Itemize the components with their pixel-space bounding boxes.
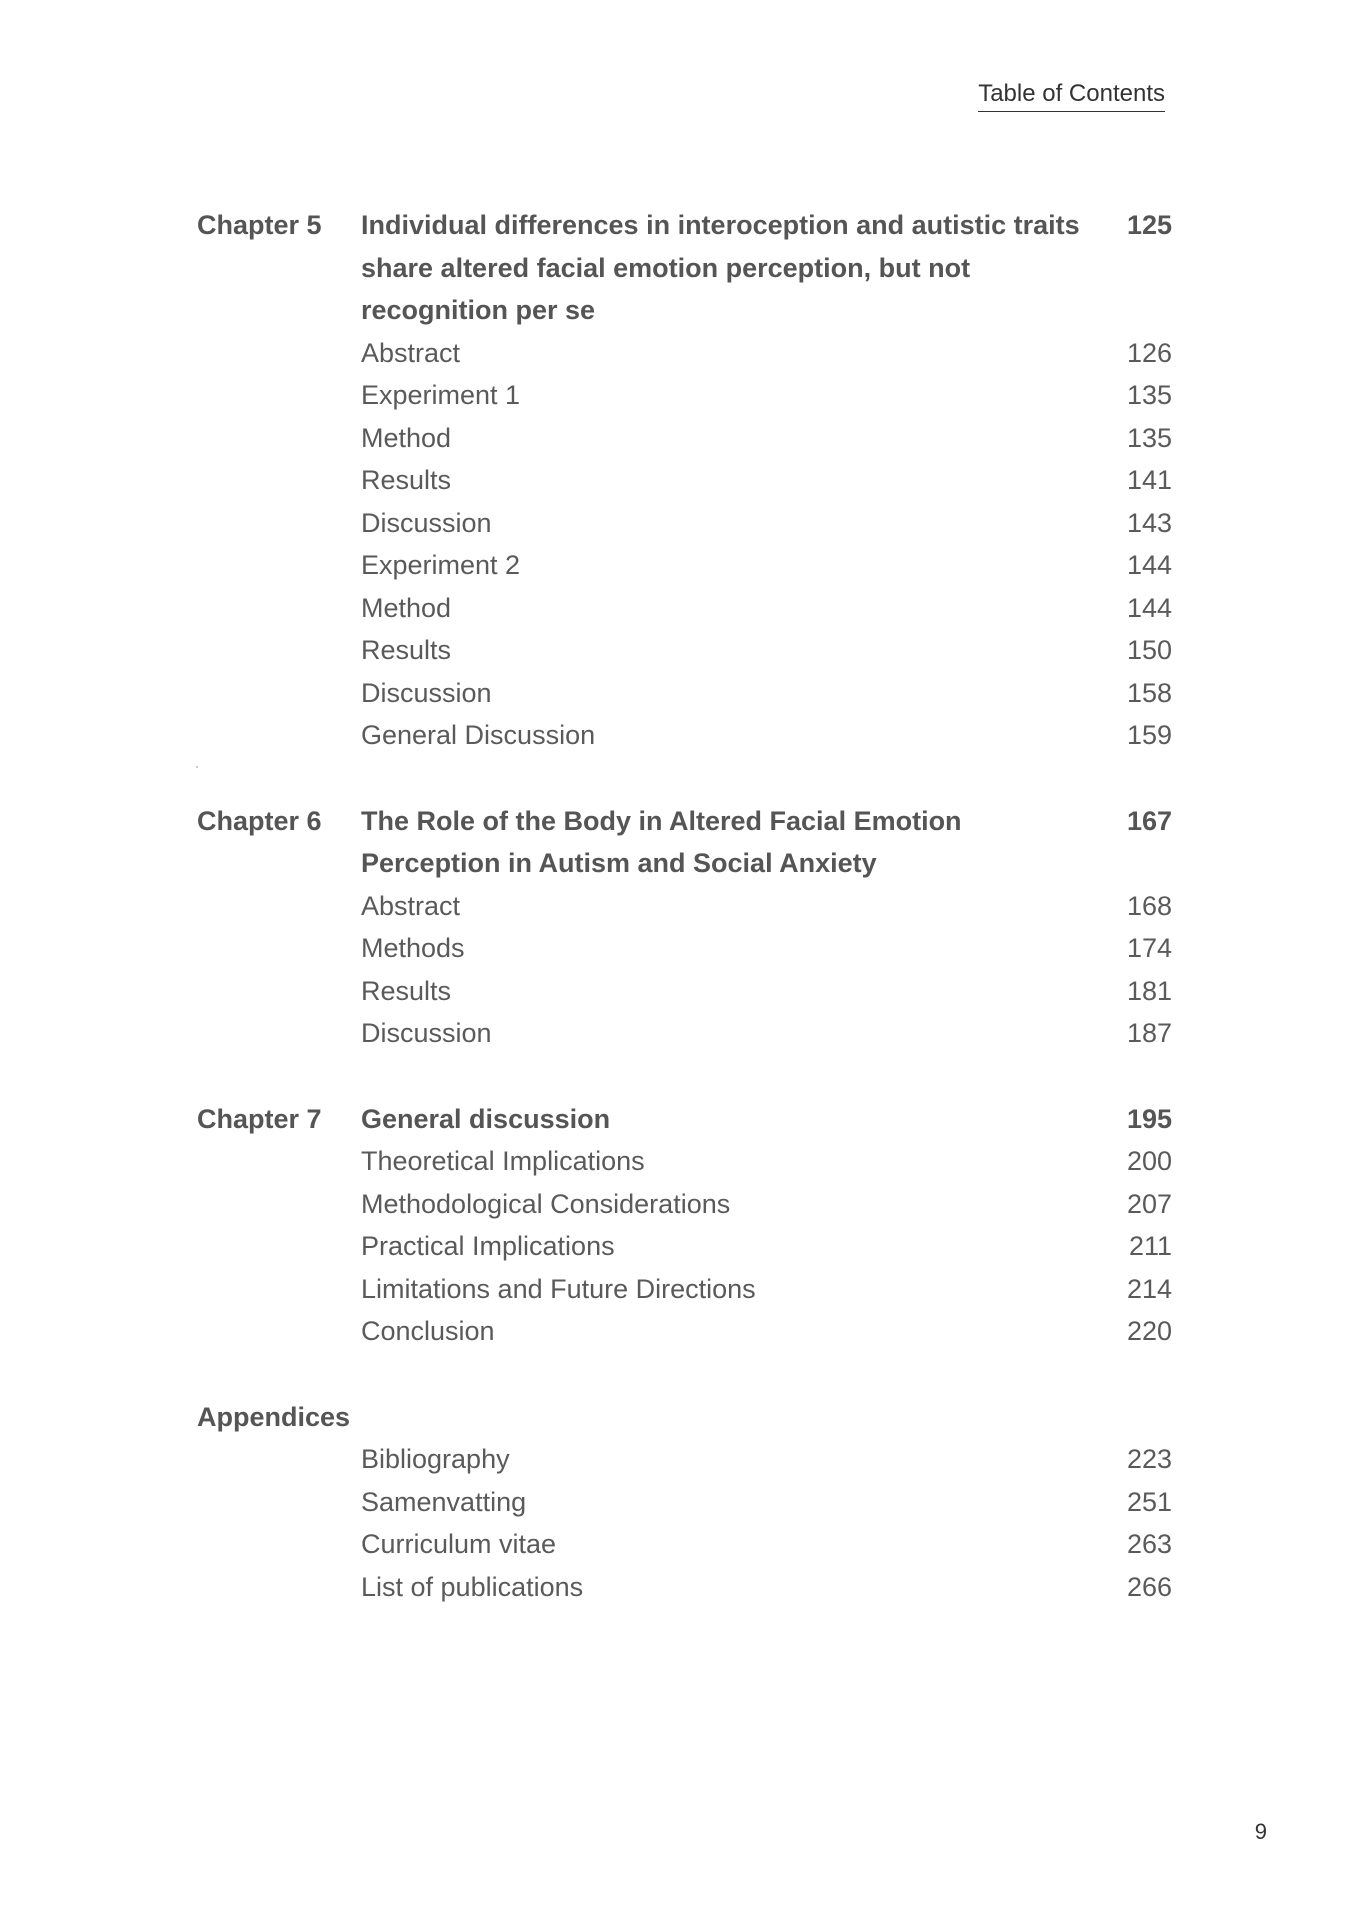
toc-entry-page: 223	[1126, 1444, 1172, 1474]
toc-entry-page: 143	[1126, 507, 1172, 538]
toc-entry[interactable]	[197, 885, 1172, 928]
chapter-label: Chapter 6	[197, 805, 322, 836]
table-of-contents	[197, 204, 1172, 1651]
toc-entry[interactable]	[197, 1012, 1172, 1055]
toc-entry-page: 144	[1126, 592, 1172, 623]
toc-entry-label: Method	[361, 592, 452, 623]
toc-entry-page: 214	[1126, 1273, 1172, 1304]
toc-entry-label: Abstract	[361, 890, 461, 921]
toc-entry[interactable]	[197, 714, 1172, 757]
toc-entry[interactable]	[197, 417, 1172, 460]
running-header-title: Table of Contents	[978, 80, 1165, 112]
chapter-page-number: 195	[1126, 1103, 1172, 1134]
toc-entry-label: Limitations and Future Directions	[361, 1273, 756, 1304]
toc-entry[interactable]	[197, 459, 1172, 502]
toc-entry-label: Practical Implications	[361, 1231, 615, 1261]
toc-entry-label: Bibliography	[361, 1444, 510, 1474]
toc-entry-label: Discussion	[361, 507, 492, 538]
toc-entry-page: 207	[1126, 1188, 1172, 1219]
toc-entry-page: 168	[1126, 890, 1172, 921]
toc-entry[interactable]	[197, 1566, 1172, 1609]
chapter-label: Chapter 5	[197, 210, 322, 240]
toc-section-chapter-7	[197, 1098, 1172, 1353]
toc-section-appendices	[197, 1396, 1172, 1609]
toc-entry-page: 211	[1128, 1231, 1172, 1261]
chapter-label: Chapter 7	[197, 1103, 322, 1134]
toc-entry-page: 159	[1126, 720, 1172, 750]
toc-entry[interactable]	[197, 1438, 1172, 1481]
toc-entry[interactable]	[197, 374, 1172, 417]
toc-entry-label: Methodological Considerations	[361, 1188, 731, 1219]
toc-entry-label: Discussion	[361, 677, 492, 708]
chapter-page-number: 167	[1126, 805, 1172, 836]
toc-entry-page: 220	[1126, 1316, 1172, 1346]
toc-entry-page: 181	[1126, 975, 1172, 1006]
toc-entry-label: General Discussion	[361, 720, 596, 750]
toc-entry-page: 144	[1126, 550, 1172, 580]
toc-entry[interactable]	[197, 1310, 1172, 1353]
toc-entry-page: 174	[1126, 933, 1172, 963]
toc-entry-label: Results	[361, 975, 452, 1006]
toc-entry-label: Results	[361, 465, 452, 495]
toc-entry-page: 251	[1126, 1486, 1172, 1517]
chapter-title: Individual differences in interoception and autistic traits share altered facial emotion perception, but not recognition per se	[361, 210, 1080, 325]
toc-entry-page: 126	[1126, 337, 1172, 368]
chapter-heading-row[interactable]	[197, 1098, 1172, 1141]
toc-entry[interactable]	[197, 970, 1172, 1013]
toc-entry-page: 141	[1126, 465, 1172, 495]
toc-entry[interactable]	[197, 502, 1172, 545]
chapter-heading-row[interactable]	[197, 800, 1172, 885]
toc-entry-label: Samenvatting	[361, 1486, 527, 1517]
toc-entry[interactable]	[197, 629, 1172, 672]
toc-entry-label: Method	[361, 422, 452, 453]
toc-entry-label: Experiment 2	[361, 550, 521, 580]
toc-entry-page: 266	[1126, 1571, 1172, 1602]
chapter-heading-row[interactable]	[197, 204, 1172, 332]
chapter-title: General discussion	[361, 1103, 611, 1134]
toc-entry[interactable]	[197, 1183, 1172, 1226]
toc-entry-page: 187	[1126, 1018, 1172, 1048]
toc-entry-label: Methods	[361, 933, 465, 963]
toc-entry-label: Results	[361, 635, 452, 665]
appendices-heading-row	[197, 1396, 1172, 1439]
toc-entry[interactable]	[197, 1481, 1172, 1524]
toc-entry-label: Experiment 1	[361, 380, 521, 410]
page-number: 9	[1254, 1819, 1267, 1844]
toc-entry[interactable]	[197, 1140, 1172, 1183]
toc-entry-page: 200	[1126, 1146, 1172, 1176]
toc-entry[interactable]	[197, 587, 1172, 630]
stray-mark	[196, 766, 198, 768]
toc-entry[interactable]	[197, 544, 1172, 587]
toc-entry-label: Conclusion	[361, 1316, 495, 1346]
toc-entry-page: 135	[1126, 380, 1172, 410]
toc-entry-label: Theoretical Implications	[361, 1146, 645, 1176]
toc-entry-page: 263	[1126, 1529, 1172, 1559]
toc-entry[interactable]	[197, 672, 1172, 715]
toc-entry[interactable]	[197, 332, 1172, 375]
chapter-page-number: 125	[1126, 210, 1172, 240]
toc-entry[interactable]	[197, 1225, 1172, 1268]
toc-entry-label: Discussion	[361, 1018, 492, 1048]
toc-section-chapter-5	[197, 204, 1172, 757]
toc-entry[interactable]	[197, 927, 1172, 970]
toc-entry-page: 135	[1126, 422, 1172, 453]
chapter-title: The Role of the Body in Altered Facial Emotion Perception in Autism and Social Anxiety	[361, 805, 962, 878]
toc-section-chapter-6	[197, 800, 1172, 1055]
toc-entry-label: List of publications	[361, 1571, 584, 1602]
toc-entry[interactable]	[197, 1268, 1172, 1311]
toc-entry-page: 158	[1126, 677, 1172, 708]
toc-entry-label: Curriculum vitae	[361, 1529, 557, 1559]
toc-entry-page: 150	[1126, 635, 1172, 665]
toc-entry[interactable]	[197, 1523, 1172, 1566]
appendices-label: Appendices	[197, 1401, 351, 1432]
toc-entry-label: Abstract	[361, 337, 461, 368]
